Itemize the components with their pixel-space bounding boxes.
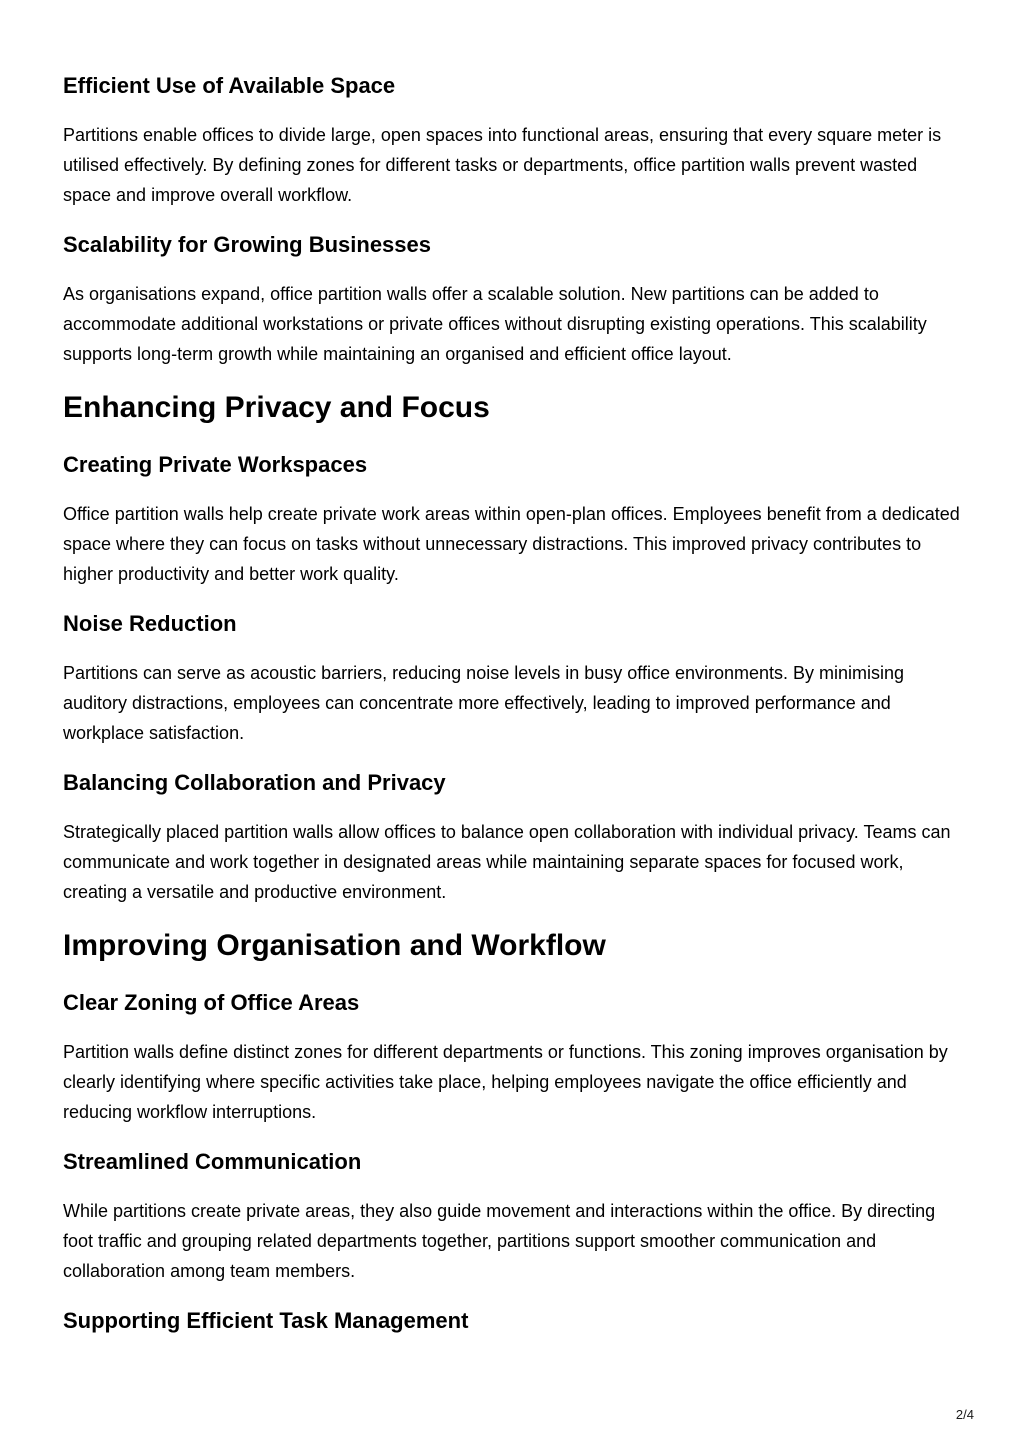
subsection-heading: Streamlined Communication [63,1149,362,1174]
subsection-heading: Supporting Efficient Task Management [63,1308,469,1333]
body-paragraph: Partitions enable offices to divide large, open spaces into functional areas, ensuring that every square meter is utilised effectively. By defining zones for different tasks or departments, office partition walls prevent wasted space and improve overall workflow. [63,125,942,205]
subsection-heading: Creating Private Workspaces [63,452,368,477]
subsection-heading: Balancing Collaboration and Privacy [63,770,446,795]
body-paragraph: As organisations expand, office partition walls offer a scalable solution. New partitions can be added to accommodate additional workstations or private offices without disrupting existing operations. This scalability supports long-term growth while maintaining an organised and efficient office layout. [63,284,927,364]
body-paragraph: While partitions create private areas, they also guide movement and interactions within the office. By directing foot traffic and grouping related departments together, partitions support smoother communication and collaboration among team members. [63,1201,936,1281]
body-paragraph: Partitions can serve as acoustic barriers, reducing noise levels in busy office environments. By minimising auditory distractions, employees can concentrate more effectively, leading to improved performance and workplace satisfaction. [63,663,905,743]
subsection-heading: Efficient Use of Available Space [63,73,396,98]
section-heading: Enhancing Privacy and Focus [63,391,490,424]
body-paragraph: Strategically placed partition walls allow offices to balance open collaboration with individual privacy. Teams can communicate and work together in designated areas while maintaining separate spaces for focused work, creating a versatile and productive environment. [63,822,951,902]
body-paragraph: Partition walls define distinct zones for different departments or functions. This zoning improves organisation by clearly identifying where specific activities take place, helping employees navigate the office efficiently and reducing workflow interruptions. [63,1042,948,1122]
subsection-heading: Clear Zoning of Office Areas [63,990,360,1015]
section-heading: Improving Organisation and Workflow [63,929,606,962]
subsection-heading: Noise Reduction [63,611,237,636]
document-body [63,73,963,1355]
body-paragraph: Office partition walls help create private work areas within open-plan offices. Employees benefit from a dedicated space where they can focus on tasks without unnecessary distractions. This improved privacy contributes to higher productivity and better work quality. [63,504,960,584]
subsection-heading: Scalability for Growing Businesses [63,232,431,257]
page-number: 2/4 [955,1407,974,1422]
